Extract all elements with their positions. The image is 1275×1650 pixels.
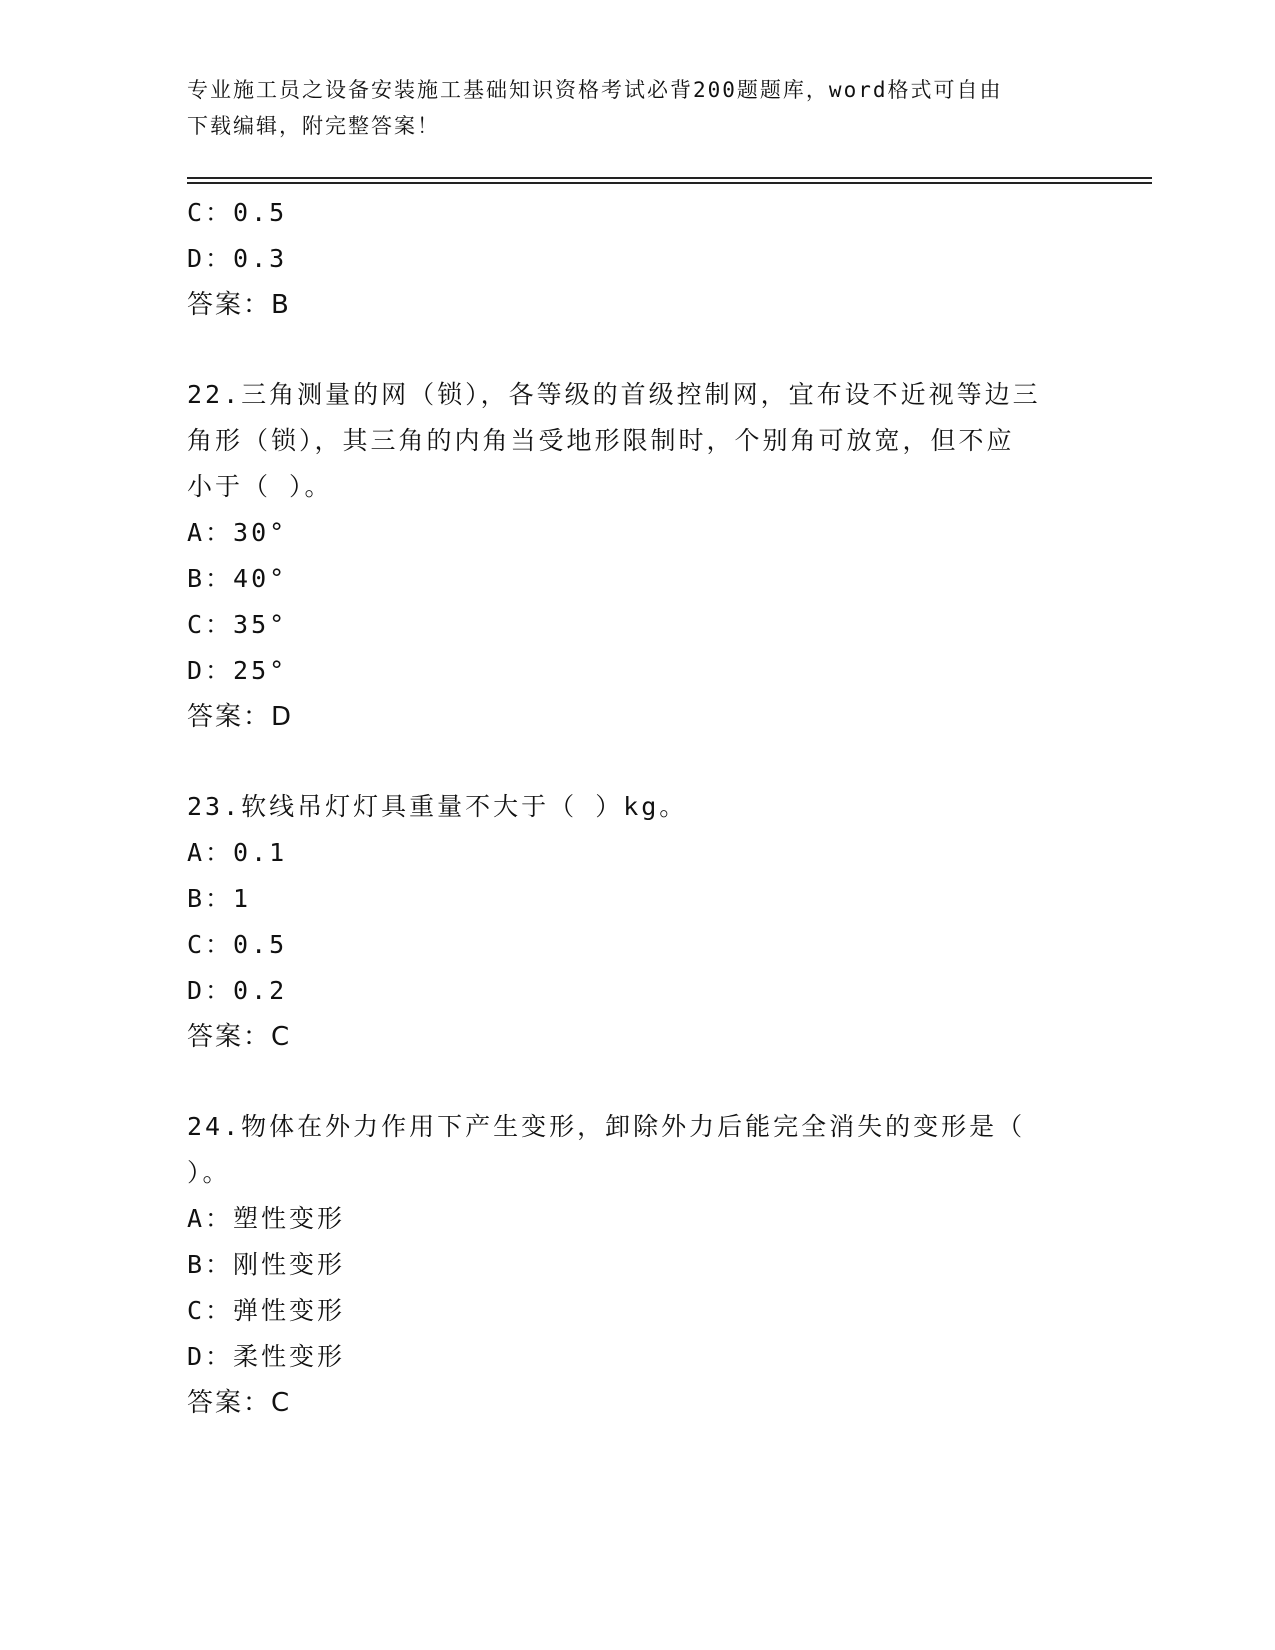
question-text-line: 23.软线吊灯灯具重量不大于（ ）kg。	[187, 792, 688, 821]
option-b: B：刚性变形	[187, 1250, 346, 1279]
option-d: D：柔性变形	[187, 1342, 346, 1371]
option-c: C：弹性变形	[187, 1296, 346, 1325]
header-line-2: 下载编辑，附完整答案！	[187, 114, 440, 138]
document-header	[187, 72, 1067, 144]
question-text-line: 24.物体在外力作用下产生变形，卸除外力后能完全消失的变形是（	[187, 1112, 1026, 1141]
answer-line: 答案：C	[187, 1022, 292, 1052]
question-block-24	[187, 1104, 1087, 1426]
option-b: B：1	[187, 884, 252, 913]
question-text-line: 角形（锁），其三角的内角当受地形限制时，个别角可放宽，但不应	[187, 426, 1015, 455]
option-a: A：0.1	[187, 838, 288, 867]
spacer	[187, 740, 1087, 784]
question-list	[187, 190, 1087, 1426]
option-b: B：40°	[187, 564, 288, 593]
option-c: C：35°	[187, 610, 288, 639]
option-c: C：0.5	[187, 198, 288, 227]
spacer	[187, 1060, 1087, 1104]
answer-line: 答案：B	[187, 290, 291, 320]
question-text-line: 小于（ ）。	[187, 472, 333, 501]
answer-line: 答案：C	[187, 1388, 292, 1418]
question-block-23	[187, 784, 1087, 1060]
header-line-1: 专业施工员之设备安装施工基础知识资格考试必背200题题库，word格式可自由	[187, 78, 1003, 102]
header-divider-bottom	[187, 182, 1152, 184]
question-text-line: 22.三角测量的网（锁），各等级的首级控制网，宜布设不近视等边三	[187, 380, 1041, 409]
header-divider-top	[187, 177, 1152, 179]
option-d: D：25°	[187, 656, 288, 685]
question-block-22	[187, 372, 1087, 740]
question-block-prev	[187, 190, 1087, 328]
option-c: C：0.5	[187, 930, 288, 959]
spacer	[187, 328, 1087, 372]
question-text-line: ）。	[187, 1158, 231, 1187]
option-d: D：0.2	[187, 976, 288, 1005]
answer-line: 答案：D	[187, 702, 294, 732]
option-a: A：塑性变形	[187, 1204, 346, 1233]
option-a: A：30°	[187, 518, 288, 547]
option-d: D：0.3	[187, 244, 288, 273]
